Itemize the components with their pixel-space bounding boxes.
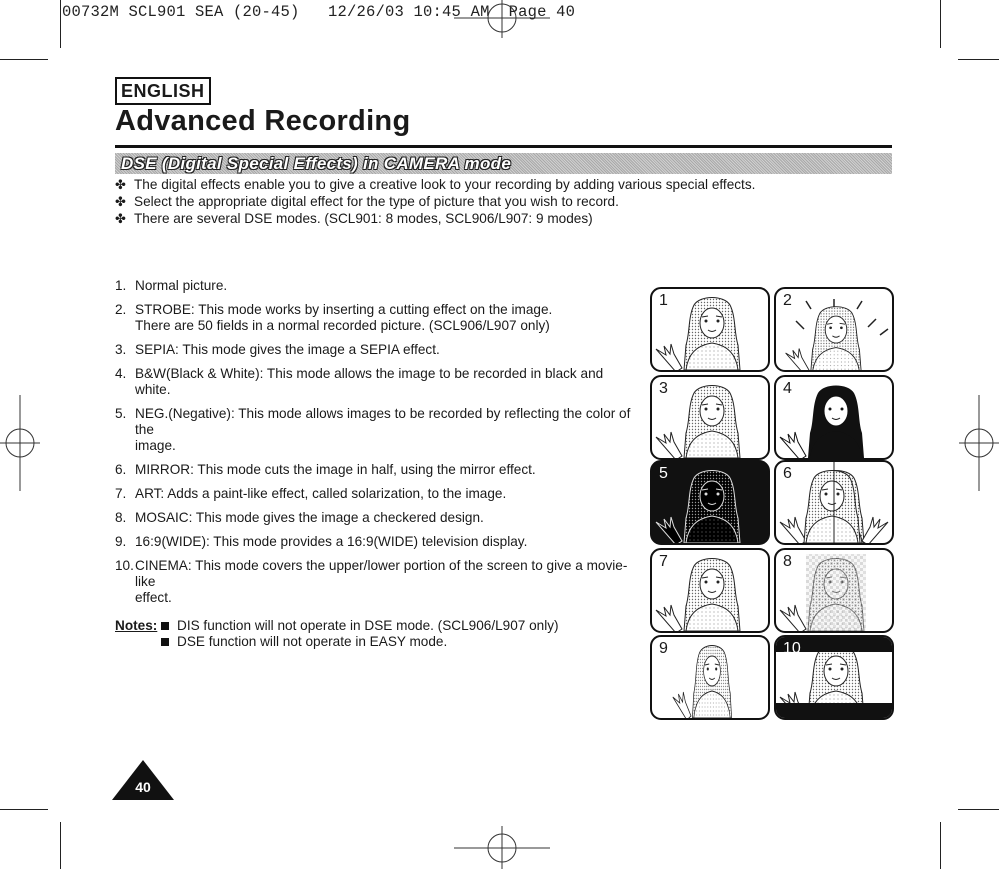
dse-mode-list xyxy=(115,278,635,614)
panel-7-art: 7 xyxy=(650,548,770,633)
page-number: 40 xyxy=(135,779,151,795)
woman-illustration xyxy=(776,550,892,631)
list-item: ✤ There are several DSE modes. (SCL901: 8 modes, SCL906/L907: 9 modes) xyxy=(115,211,593,226)
list-item: 8. MOSAIC: This mode gives the image a checkered design. xyxy=(115,510,484,525)
woman-illustration xyxy=(652,377,768,458)
list-item: 4. B&W(Black & White): This mode allows the image to be recorded in black and white. xyxy=(115,366,604,397)
language-badge: ENGLISH xyxy=(115,77,211,105)
list-item: 2. STROBE: This mode works by inserting a cutting effect on the image. There are 50 fields in a normal recorded picture. (SCL906/L907 only) xyxy=(115,302,553,333)
registration-mark-left xyxy=(0,395,40,491)
registration-mark-right xyxy=(959,395,999,491)
crop-mark xyxy=(60,0,61,48)
note-item: DIS function will not operate in DSE mode. (SCL906/L907 only) xyxy=(161,618,559,634)
list-item: 6. MIRROR: This mode cuts the image in half, using the mirror effect. xyxy=(115,462,536,477)
clover-bullet-icon: ✤ xyxy=(115,194,126,209)
crop-mark xyxy=(940,822,941,869)
list-item: 3. SEPIA: This mode gives the image a SEPIA effect. xyxy=(115,342,440,357)
panel-3-sepia: 3 xyxy=(650,375,770,460)
intro-bullet-list xyxy=(115,176,755,227)
list-item: ✤ Select the appropriate digital effect for the type of picture that you wish to record. xyxy=(115,194,619,209)
square-bullet-icon xyxy=(161,638,169,646)
section-heading: DSE (Digital Special Effects) in CAMERA mode xyxy=(121,154,512,173)
clover-bullet-icon: ✤ xyxy=(115,177,126,192)
dse-example-panels xyxy=(650,287,894,719)
list-item: 5. NEG.(Negative): This mode allows images to be recorded by reflecting the color of the image. xyxy=(115,406,631,453)
registration-mark-bottom xyxy=(454,826,550,869)
print-slug: 00732M SCL901 SEA (20-45) 12/26/03 10:45 AM Page 40 xyxy=(62,3,576,21)
panel-8-mosaic: 8 xyxy=(774,548,894,633)
panel-6-mirror: 6 xyxy=(774,460,894,545)
crop-mark xyxy=(60,822,61,869)
list-item: 1. Normal picture. xyxy=(115,278,228,293)
panel-10-cinema: 10 xyxy=(774,635,894,720)
section-heading-banner xyxy=(115,153,892,174)
panel-9-wide: 9 xyxy=(650,635,770,720)
registration-mark-top xyxy=(454,0,550,40)
panel-4-black-white: 4 xyxy=(774,375,894,460)
woman-illustration xyxy=(776,289,892,370)
title-rule xyxy=(115,145,892,148)
note-item: DSE function will not operate in EASY mode. xyxy=(161,634,447,650)
panel-1-normal: 1 xyxy=(650,287,770,372)
crop-mark xyxy=(958,59,999,60)
woman-illustration xyxy=(652,637,768,718)
panel-2-strobe: 2 xyxy=(774,287,894,372)
notes-label: Notes: xyxy=(115,618,158,633)
page-title: Advanced Recording xyxy=(115,105,411,137)
crop-mark xyxy=(940,0,941,48)
woman-illustration xyxy=(652,289,768,370)
crop-mark xyxy=(0,59,48,60)
list-item: 7. ART: Adds a paint-like effect, called solarization, to the image. xyxy=(115,486,507,501)
square-bullet-icon xyxy=(161,622,169,630)
crop-mark xyxy=(958,809,999,810)
crop-mark xyxy=(0,809,48,810)
list-item: ✤ The digital effects enable you to give a creative look to your recording by adding various special effects. xyxy=(115,177,756,192)
woman-illustration xyxy=(776,377,892,458)
clover-bullet-icon: ✤ xyxy=(115,211,126,226)
woman-illustration xyxy=(652,462,768,543)
list-item: 10. CINEMA: This mode covers the upper/lower portion of the screen to give a movie-like effect. xyxy=(115,558,628,605)
woman-illustration xyxy=(652,550,768,631)
woman-illustration xyxy=(776,462,892,543)
page-number-badge xyxy=(112,760,174,800)
panel-5-negative: 5 xyxy=(650,460,770,545)
list-item: 9. 16:9(WIDE): This mode provides a 16:9(WIDE) television display. xyxy=(115,534,528,549)
